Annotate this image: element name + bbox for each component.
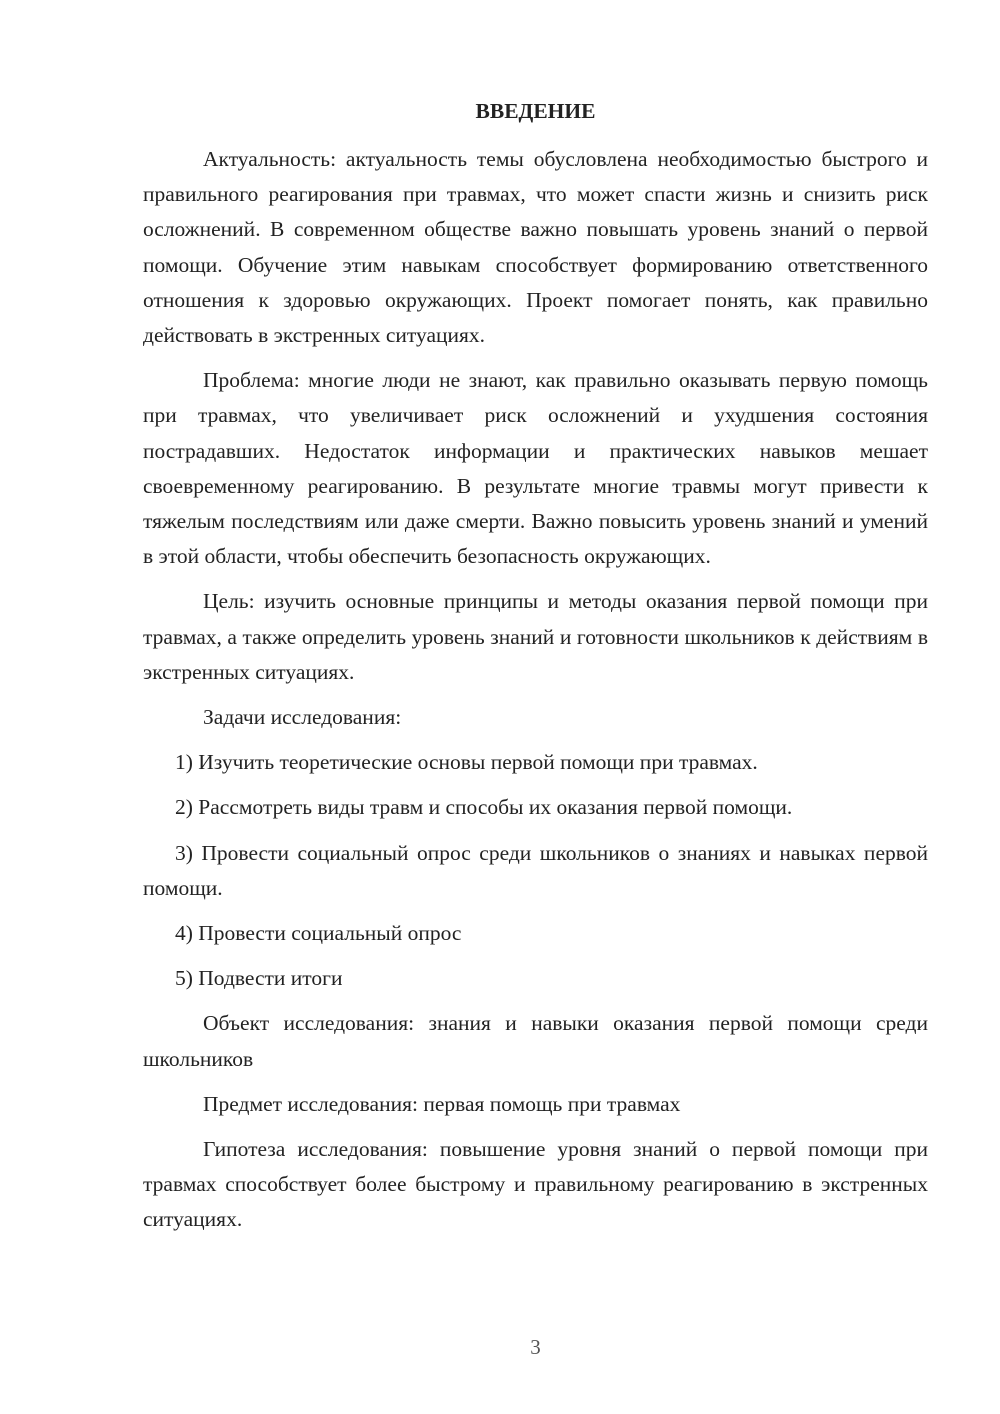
paragraph-tasks-heading: Задачи исследования: (203, 705, 402, 730)
paragraph-hypothesis: Гипотеза исследования: повышение уровня знаний о первой помощи при травмах способствует более быстрому и правильному реагированию в экстренных ситуациях. (143, 1137, 928, 1232)
task-item-5: 5) Подвести итоги (175, 966, 343, 991)
paragraph-relevance: Актуальность: актуальность темы обусловлена необходимостью быстрого и правильного реагирования при травмах, что может спасти жизнь и снизить риск осложнений. В современном обществе важно повышать уровень знаний о первой помощи. Обучение этим навыкам способствует формированию ответственного отношения к здоровью окружающих. Проект помогает понять, как правильно действовать в экстренных ситуациях. (143, 147, 928, 348)
paragraph-problem: Проблема: многие люди не знают, как правильно оказывать первую помощь при травмах, что увеличивает риск осложнений и ухудшения состояния пострадавших. Недостаток информации и практических навыков мешает своевременному реагированию. В результате многие травмы могут привести к тяжелым последствиям или даже смерти. Важно повысить уровень знаний и умений в этой области, чтобы обеспечить безопасность окружающих. (143, 368, 928, 569)
task-item-4: 4) Провести социальный опрос (175, 921, 462, 946)
document-page (143, 0, 928, 1414)
paragraph-goal: Цель: изучить основные принципы и методы оказания первой помощи при травмах, а также определить уровень знаний и готовности школьников к действиям в экстренных ситуациях. (143, 589, 928, 684)
document-body (143, 142, 928, 1248)
page-title: ВВЕДЕНИЕ (475, 99, 596, 123)
task-item-2: 2) Рассмотреть виды травм и способы их оказания первой помощи. (175, 795, 793, 820)
task-item-3: 3) Провести социальный опрос среди школьников о знаниях и навыках первой помощи. (143, 840, 928, 900)
page-number: 3 (530, 1335, 541, 1359)
paragraph-object: Объект исследования: знания и навыки оказания первой помощи среди школьников (143, 1011, 928, 1071)
paragraph-subject: Предмет исследования: первая помощь при травмах (203, 1091, 681, 1116)
task-item-1: 1) Изучить теоретические основы первой помощи при травмах. (175, 750, 758, 775)
